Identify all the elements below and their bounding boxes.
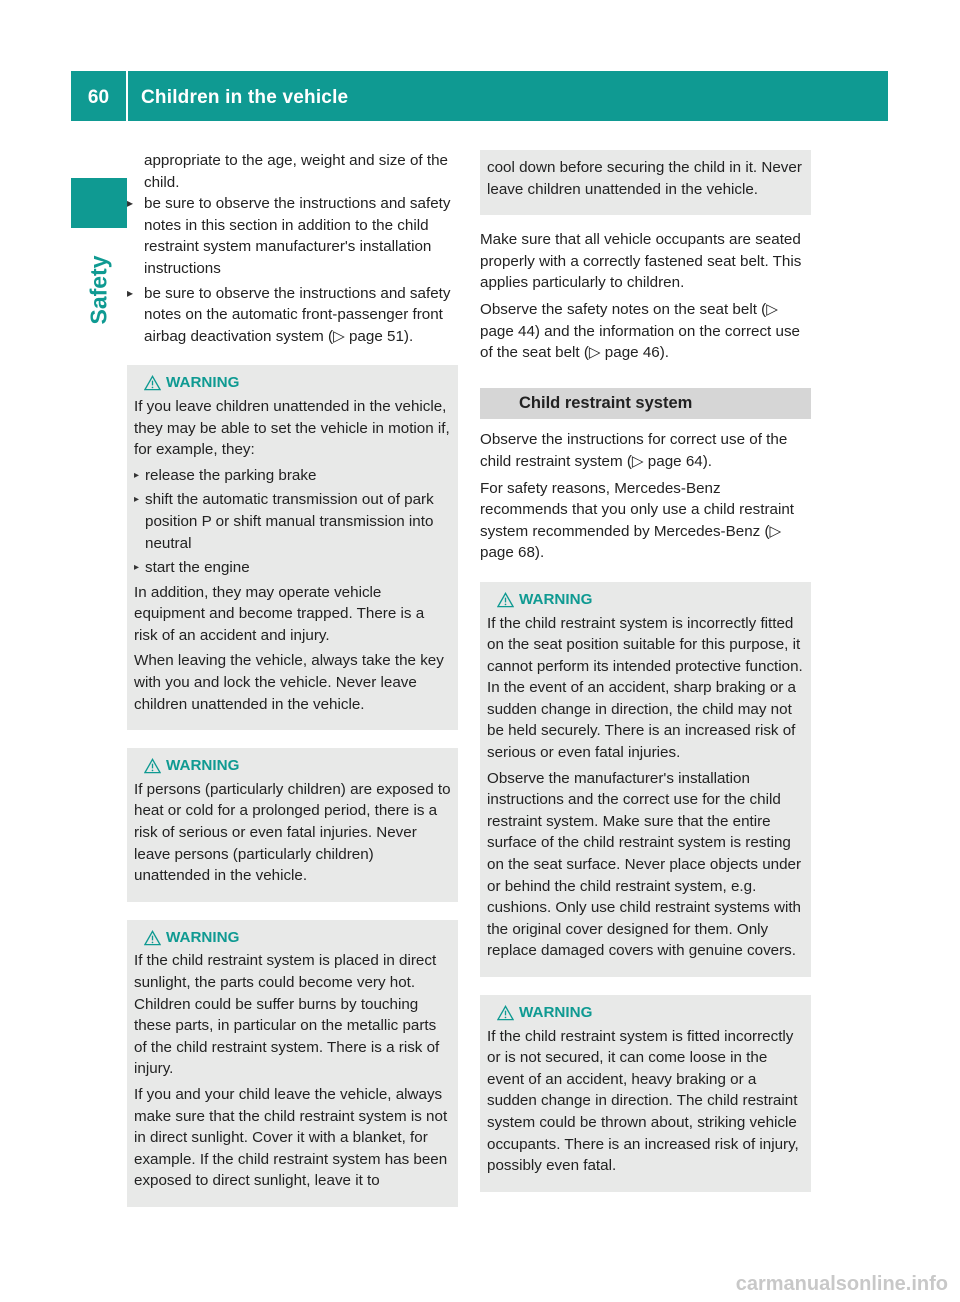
- warning-text: In addition, they may operate vehicle equipment and become trapped. There is a risk of an accident and injury.: [134, 583, 425, 644]
- body-paragraph: Observe the instructions for correct use of the child restraint system (▷ page 64).: [480, 431, 788, 470]
- warning-box-continuation: [480, 150, 811, 215]
- warning-text: When leaving the vehicle, always take the key with you and lock the vehicle. Never leave children unattended in the vehicle.: [134, 652, 444, 713]
- warning-triangle-icon: [144, 758, 161, 774]
- chapter-title: Children in the vehicle: [141, 87, 349, 108]
- list-item: ▸ release the parking brake: [134, 465, 451, 487]
- section-heading: Child restraint system: [480, 388, 811, 420]
- right-column: [480, 150, 811, 1206]
- warning-box: [480, 582, 811, 977]
- warning-heading: [134, 927, 451, 949]
- warning-triangle-icon: [497, 1005, 514, 1021]
- warning-text: If persons (particularly children) are exposed to heat or cold for a prolonged period, there is a risk of serious or even fatal injuries. Never leave persons (particularly children) unattended in the vehicle.: [134, 780, 451, 885]
- warning-triangle-icon: [497, 592, 514, 608]
- intro-continuation: appropriate to the age, weight and size of the child.: [144, 152, 448, 191]
- side-tab-label: Safety: [85, 255, 112, 325]
- list-item: ▸ be sure to observe the instructions and safety notes in this section in addition to the child restraint system manufacturer's installation instructions: [127, 193, 458, 279]
- warning-heading: [134, 755, 451, 777]
- warning-text: Observe the manufacturer's installation instructions and the correct use for the child restraint system. Make sure that the entire surface of the child restraint system is resting on the seat surface. Never place objects under or behind the child restraint system, e.g. cushions. Only use child restraint systems with the original cover designed for them. Only replace damaged covers with genuine covers.: [487, 769, 802, 960]
- warning-triangle-icon: [144, 930, 161, 946]
- warning-heading: [487, 1002, 804, 1024]
- warning-text: If the child restraint system is placed in direct sunlight, the parts could become very hot. Children could be suffer burns by touching these parts, in particular on the metallic parts of the child restraint system. There is a risk of injury.: [134, 952, 440, 1078]
- body-paragraph: For safety reasons, Mercedes-Benz recommends that you only use a child restraint system recommended by Mercedes-Benz (▷ page 68).: [480, 479, 795, 562]
- header-divider: [126, 71, 128, 121]
- warning-box: [127, 365, 458, 730]
- left-column: [127, 150, 458, 1221]
- warning-box: [127, 920, 458, 1207]
- warning-text: If the child restraint system is fitted incorrectly or is not secured, it can come loose in the event of an accident, heavy braking or a sudden change in direction. The child restraint system could be thrown about, striking vehicle occupants. There is an increased risk of injury, possibly even fatal.: [487, 1027, 799, 1175]
- warning-triangle-icon: [144, 375, 161, 391]
- list-item: ▸ shift the automatic transmission out of park position P or shift manual transmission into neutral: [134, 489, 451, 554]
- warning-title: WARNING: [166, 928, 240, 946]
- warning-text: If you leave children unattended in the vehicle, they may be able to set the vehicle in motion if, for example, they:: [134, 397, 450, 459]
- warning-title: WARNING: [519, 1004, 593, 1021]
- body-paragraph: Make sure that all vehicle occupants are seated properly with a correctly fastened seat belt. This applies particularly to children.: [480, 231, 802, 292]
- side-tab-marker: [71, 178, 127, 228]
- warning-box: [480, 995, 811, 1192]
- list-item: ▸ be sure to observe the instructions and safety notes on the automatic front-passenger front airbag deactivation system (▷ page 51).: [127, 283, 458, 348]
- warning-heading: [487, 589, 804, 611]
- warning-title: WARNING: [519, 590, 593, 608]
- warning-text: If the child restraint system is incorrectly fitted on the seat position suitable for this purpose, it cannot perform its intended protective function. In the event of an accident, sharp braking or a sudden change in direction, the child may not be held securely. There is an increased risk of serious or even fatal injuries.: [487, 614, 803, 762]
- warning-heading: [134, 372, 451, 394]
- body-paragraph: Observe the safety notes on the seat belt (▷ page 44) and the information on the correct use of the seat belt (▷ page 46).: [480, 300, 800, 362]
- watermark: carmanualsonline.info: [735, 1273, 948, 1295]
- warning-title: WARNING: [166, 757, 240, 775]
- warning-title: WARNING: [166, 374, 240, 392]
- page-header: [71, 71, 888, 121]
- page-number: 60: [87, 87, 110, 108]
- list-item: ▸ start the engine: [134, 557, 451, 579]
- warning-box: [127, 748, 458, 902]
- warning-text: If you and your child leave the vehicle, always make sure that the child restraint system is not in direct sunlight. Cover it with a blanket, for example. If the child restraint system has been exposed to direct sunlight, leave it to: [134, 1085, 448, 1190]
- warning-text: cool down before securing the child in it. Never leave children unattended in the vehicle.: [487, 159, 802, 198]
